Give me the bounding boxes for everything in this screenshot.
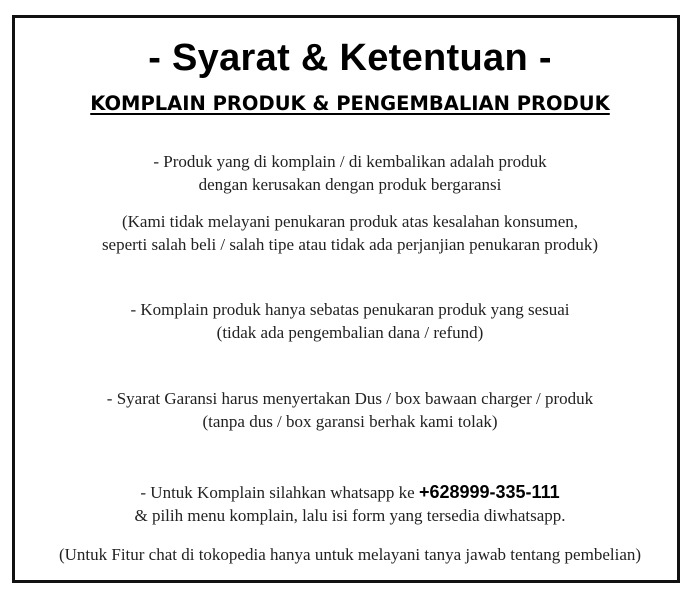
whatsapp-phone-number: +628999-335-111 [418, 482, 560, 502]
page-title: - Syarat & Ketentuan - [148, 37, 552, 79]
paragraph-line: (Untuk Fitur chat di tokopedia hanya untuk melayani tanya jawab tentang pembelian) [58, 545, 642, 564]
paragraph-line: - Komplain produk hanya sebatas penukaran produk yang sesuai [130, 300, 570, 319]
paragraph-line: (tanpa dus / box garansi berhak kami tolak) [202, 412, 498, 431]
paragraph-warranty-box [0, 387, 700, 433]
paragraph-tokopedia-chat [0, 543, 700, 566]
paragraph-defective-products [0, 150, 700, 196]
subtitle-text: KOMPLAIN PRODUK & PENGEMBALIAN PRODUK [90, 92, 610, 115]
paragraph-line: dengan kerusakan dengan produk bergaransi [198, 175, 502, 194]
paragraph-line: & pilih menu komplain, lalu isi form yang tersedia diwhatsapp. [134, 506, 566, 525]
page-subtitle [0, 92, 700, 115]
paragraph-whatsapp-complaint [0, 481, 700, 527]
paragraph-line: (Kami tidak melayani penukaran produk atas kesalahan konsumen, [121, 212, 579, 231]
paragraph-line [0, 481, 700, 504]
paragraph-no-refund [0, 298, 700, 344]
paragraph-line: seperti salah beli / salah tipe atau tidak ada perjanjian penukaran produk) [101, 235, 599, 254]
paragraph-line-text: - Untuk Komplain silahkan whatsapp ke [140, 483, 415, 502]
paragraph-no-exchange [0, 210, 700, 256]
paragraph-line: - Syarat Garansi harus menyertakan Dus / box bawaan charger / produk [106, 389, 594, 408]
paragraph-line: - Produk yang di komplain / di kembalikan adalah produk [153, 152, 547, 171]
paragraph-line: (tidak ada pengembalian dana / refund) [216, 323, 484, 342]
